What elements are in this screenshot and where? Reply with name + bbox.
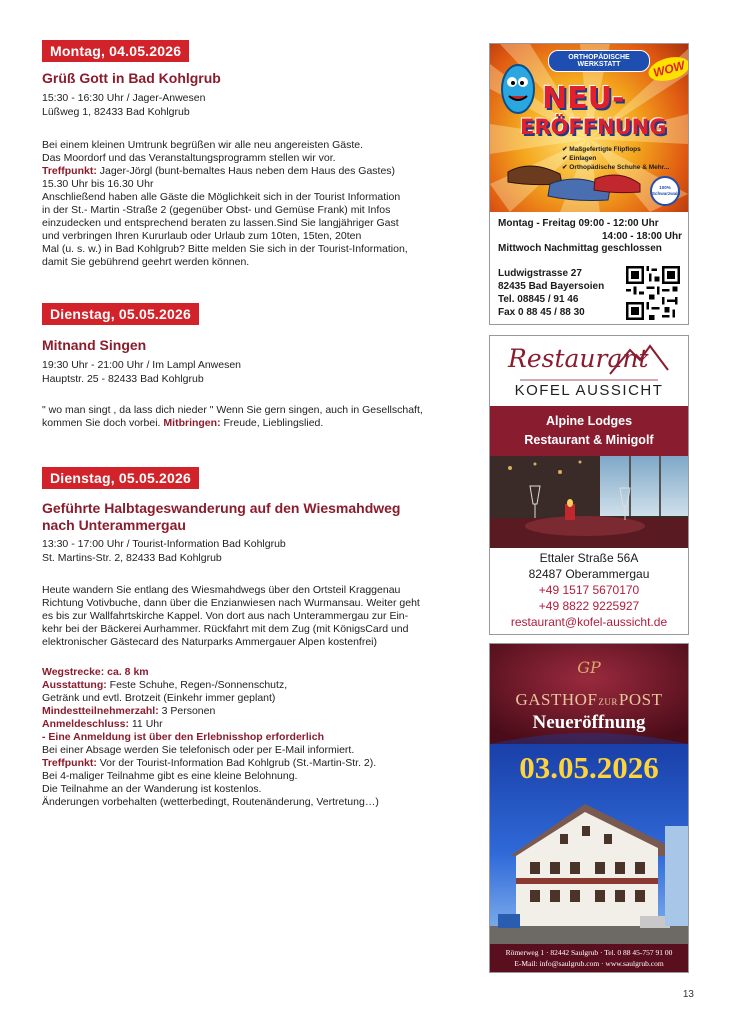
text-line: Änderungen vorbehalten (wetterbedingt, Routenänderung, Vertretung…) <box>42 796 379 808</box>
ad-orthopaedic-artwork <box>490 44 688 212</box>
meeting-point-text: Vor der Tourist-Information Bad Kohlgrub (St.-Martin-Str. 2). <box>96 757 377 769</box>
registration-note: - Eine Anmeldung ist über den Erlebnisshop erforderlich <box>42 731 324 743</box>
gasthof-name <box>490 690 688 710</box>
equipment <box>42 679 457 692</box>
gasthof-tagline: Neueröffnung <box>532 712 646 733</box>
distance: Wegstrecke: ca. 8 km <box>42 666 149 678</box>
deadline-label: Anmeldeschluss: <box>42 718 129 730</box>
gasthof-opening <box>490 744 688 944</box>
street: Ludwigstrasse 27 <box>498 268 582 279</box>
event-3-time: 13:30 - 17:00 Uhr / Tourist-Information Bad Kohlgrub <box>42 538 286 550</box>
gasthof-name-part: POST <box>618 690 663 709</box>
text-line: und verbringen Ihren Kururlaub oder Urlaub zum 10ten, 15ten, 20ten <box>42 230 362 242</box>
equipment-text: Feste Schuhe, Regen-/Sonnenschutz, <box>106 679 288 691</box>
restaurant-script-name: Restaurant <box>508 344 649 373</box>
page-number: 13 <box>682 989 694 1000</box>
event-1-date-badge: Montag, 04.05.2026 <box>42 40 189 62</box>
city: 82435 Bad Bayersoien <box>498 281 605 292</box>
text-line: " wo man singt , da lass dich nieder " Wenn Sie gern singen, auch in Gesellschaft, <box>42 404 423 416</box>
event-2-title: Mitnand Singen <box>42 337 147 353</box>
banner-line-1: Alpine Lodges <box>545 414 633 428</box>
restaurant-contact <box>490 550 688 630</box>
bring-text: Freude, Lieblingslied. <box>220 417 324 429</box>
phone-2[interactable]: +49 8822 9225927 <box>538 599 640 613</box>
event-2-description <box>42 404 457 430</box>
gasthof-building-image <box>490 786 688 944</box>
text-line: Heute wandern Sie entlang des Wiesmahdwegs über den Ortsteil Kraggenau <box>42 584 401 596</box>
bullet-item: ✔ Orthopädische Schuhe & Mehr... <box>562 164 670 171</box>
table-setting-image <box>490 456 688 548</box>
event-1-time-place <box>42 91 205 119</box>
event-1-title: Grüß Gott in Bad Kohlgrub <box>42 70 221 86</box>
qr-code-icon <box>626 266 680 320</box>
text-line <box>42 417 457 430</box>
phone: Tel. 08845 / 91 46 <box>498 294 579 305</box>
hours-afternoon: 14:00 - 18:00 Uhr <box>601 230 682 242</box>
ad-gasthof-zur-post <box>489 643 689 973</box>
phone-1[interactable]: +49 1517 5670170 <box>538 583 640 597</box>
street: Ettaler Straße 56A <box>539 551 639 565</box>
event-1-description <box>42 139 457 269</box>
bullet-item: ✔ Einlagen <box>562 155 597 162</box>
text-line: Mal (u. s. w.) in Bad Kohlgrub? Bitte melden Sie sich in der Tourist-Information, <box>42 243 408 255</box>
gasthof-header <box>490 644 688 744</box>
wow-burst: WOW <box>646 53 688 85</box>
headline-eroeffnung: ERÖFFNUNG <box>520 115 667 139</box>
text-line: einzudecken und entsprechend beraten zu lassen.Sind Sie langjähriger Gast <box>42 217 399 229</box>
ad-orthopaedic-workshop <box>489 43 689 325</box>
hours-weekdays: Montag - Freitag 09:00 - 12:00 Uhr <box>498 218 659 229</box>
meeting-point-text: Jager-Jörgl (bunt-bemaltes Haus neben dem Haus des Gastes) <box>96 165 396 177</box>
meeting-point-label: Treffpunkt: <box>42 165 97 177</box>
min-participants-text: 3 Personen <box>158 705 216 717</box>
deadline <box>42 718 457 731</box>
text-line: Anschließend haben alle Gäste die Möglichkeit sich in der Tourist Information <box>42 191 401 203</box>
deadline-text: 11 Uhr <box>128 718 163 730</box>
text-line: Die Teilnahme an der Wanderung ist kostenlos. <box>42 783 262 795</box>
hours-wednesday: Mittwoch Nachmittag geschlossen <box>498 243 662 254</box>
text-line: Bei einer Absage werden Sie telefonisch oder per E-Mail informiert. <box>42 744 355 756</box>
event-1-address: Lüßweg 1, 82433 Bad Kohlgrub <box>42 106 190 118</box>
event-1-time: 15:30 - 16:30 Uhr / Jager-Anwesen <box>42 92 206 104</box>
gasthof-monogram-icon: GP <box>577 658 601 677</box>
opening-hours <box>498 218 682 256</box>
ad-orthopaedic-address <box>498 267 604 319</box>
text-line: in der St.- Martin -Straße 2 (gegenüber Obst- und Gemüse Frank) mit Infos <box>42 204 391 216</box>
text-line: es bis zur Wallfahrtskirche Kappel. Von dort aus nach Unterammergau zur Ein- <box>42 610 409 622</box>
text-line: damit Sie gebührend geehrt werden können. <box>42 256 250 268</box>
opening-date: 03.05.2026 <box>519 750 659 785</box>
text-line: Getränk und evtl. Brotzeit (Einkehr immer geplant) <box>42 692 276 704</box>
text-line: Bei 4-maliger Teilnahme gibt es eine kleine Belohnung. <box>42 770 298 782</box>
restaurant-photo <box>490 456 688 548</box>
bullet-item: ✔ Maßgefertigte Flipflops <box>562 146 641 153</box>
event-3-title-line: nach Unterammergau <box>42 517 186 533</box>
event-3-description <box>42 584 457 649</box>
min-participants-label: Mindestteilnehmerzahl: <box>42 705 159 717</box>
text-line: Das Moordorf und das Veranstaltungsprogramm stellen wir vor. <box>42 152 336 164</box>
event-3-date-badge: Dienstag, 05.05.2026 <box>42 467 199 489</box>
event-3-title-line: Geführte Halbtageswanderung auf den Wiesmahdweg <box>42 500 401 516</box>
restaurant-banner <box>490 406 688 456</box>
event-3-time-place <box>42 537 286 565</box>
text-line: elektronischer Gästecard des Naturparks Ammergauer Alpen kostenfrei) <box>42 636 377 648</box>
workshop-badge: ORTHOPÄDISCHE WERKSTATT <box>548 50 650 72</box>
meeting-point-label: Treffpunkt: <box>42 757 97 769</box>
text-line: Bei einem kleinen Umtrunk begrüßen wir alle neu angereisten Gäste. <box>42 139 364 151</box>
ad-restaurant-kofel <box>489 335 689 635</box>
event-2-address: Hauptstr. 25 - 82433 Bad Kohlgrub <box>42 373 204 385</box>
meeting-point <box>42 165 457 178</box>
text-part: kommen Sie doch vorbei. <box>42 417 164 429</box>
quality-seal-icon: 100% Schwarzwald <box>650 176 680 206</box>
headline-neu: NEU- <box>542 81 625 116</box>
banner-line-2: Restaurant & Minigolf <box>524 433 654 447</box>
fax: Fax 0 88 45 / 88 30 <box>498 307 585 318</box>
text-line: kehr bei der Bäckerei Aurhammer. Rückfahrt mit dem Zug (mit KönigsCard und <box>42 623 409 635</box>
gasthof-name-small: ZUR <box>598 697 618 707</box>
gasthof-address: Römerweg 1 · 82442 Saulgrub · Tel. 0 88 45-757 91 00 <box>505 948 673 957</box>
text-line: Richtung Votivbuche, dann über die Enzianwiesen nach Wurmansau. Weiter geht <box>42 597 420 609</box>
event-3-details <box>42 666 457 809</box>
restaurant-name: KOFEL AUSSICHT <box>514 382 664 399</box>
event-3-title <box>42 500 400 534</box>
gasthof-footer <box>490 944 688 972</box>
event-2-time: 19:30 Uhr - 21:00 Uhr / Im Lampl Anwesen <box>42 359 242 371</box>
email-link[interactable]: restaurant@kofel-aussicht.de <box>510 615 668 629</box>
gasthof-name-part: GASTHOF <box>515 690 598 709</box>
event-2-time-place <box>42 358 241 386</box>
meeting-point <box>42 757 457 770</box>
gasthof-email-web[interactable]: E-Mail: info@saulgrub.com · www.saulgrub.com <box>514 959 664 968</box>
city: 82487 Oberammergau <box>528 567 650 581</box>
min-participants <box>42 705 457 718</box>
event-2-date-badge: Dienstag, 05.05.2026 <box>42 303 199 325</box>
restaurant-logo <box>490 336 688 406</box>
bring-label: Mitbringen: <box>163 417 221 429</box>
equipment-label: Ausstattung: <box>42 679 107 691</box>
event-3-address: St. Martins-Str. 2, 82433 Bad Kohlgrub <box>42 552 222 564</box>
text-line: 15.30 Uhr bis 16.30 Uhr <box>42 178 154 190</box>
